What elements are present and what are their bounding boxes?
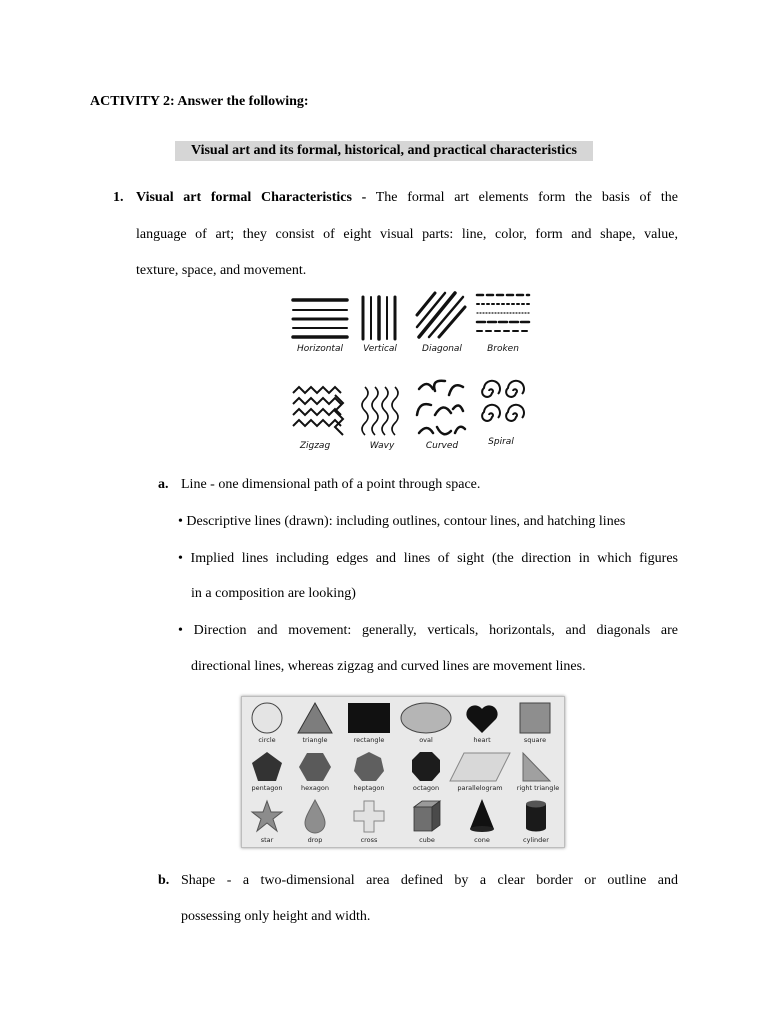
bullet-direction-movement: [178, 622, 678, 640]
item-label-a: a.: [158, 477, 169, 492]
drop-icon: [305, 800, 325, 833]
wavy-lines-icon: [362, 387, 398, 435]
bullet-text: Implied lines including edges and lines of sight (the direction in which figures: [190, 551, 678, 566]
bullet-text: Direction and movement: generally, verticals, horizontals, and diagonals are: [193, 623, 678, 638]
bullet-implied-lines-cont: in a composition are looking): [191, 586, 356, 601]
line-definition: Line - one dimensional path of a point through space.: [181, 477, 481, 492]
shape-label-cube: cube: [419, 836, 435, 844]
spiral-lines-icon: [482, 381, 524, 421]
shape-label-square: square: [523, 736, 547, 744]
shape-definition-line1: Shape - a two-dimensional area defined by a clear border or outline and: [181, 873, 678, 888]
item-label-b: b.: [158, 873, 170, 888]
shapes-figure: [241, 696, 565, 848]
heart-icon: [466, 705, 497, 733]
shape-label-heart: heart: [473, 736, 491, 744]
section-subtitle: [175, 141, 593, 161]
line-type-vertical: Vertical: [363, 344, 397, 354]
shape-label-heptagon: heptagon: [353, 784, 385, 792]
line-type-spiral: Spiral: [488, 437, 514, 447]
shape-label-pentagon: pentagon: [251, 784, 283, 792]
horizontal-lines-icon: [293, 300, 347, 337]
shape-label-star: star: [260, 836, 274, 844]
cube-icon: [414, 801, 440, 831]
cross-icon: [354, 801, 384, 832]
cone-icon: [470, 799, 494, 832]
line-type-curved: Curved: [425, 441, 459, 451]
section-subtitle-text: Visual art and its formal, historical, and practical characteristics: [191, 143, 577, 158]
line-type-wavy: Wavy: [369, 441, 395, 451]
shape-label-octagon: octagon: [412, 784, 440, 792]
oval-icon: [401, 703, 451, 733]
shape-definition-line2: possessing only height and width.: [181, 909, 371, 924]
curved-lines-icon: [417, 381, 465, 434]
item1-line2: language of art; they consist of eight visual parts: line, color, form and shape, value,: [136, 227, 678, 242]
bullet-direction-movement-cont: directional lines, whereas zigzag and curved lines are movement lines.: [191, 659, 586, 674]
shape-label-triangle: triangle: [302, 736, 328, 744]
shape-label-cone: cone: [474, 836, 490, 844]
star-icon: [252, 801, 282, 831]
octagon-icon: [412, 752, 440, 781]
circle-icon: [252, 703, 282, 733]
shape-label-parallelogram: parallelogram: [457, 784, 503, 792]
shape-label-oval: oval: [419, 736, 433, 744]
broken-lines-icon: [477, 295, 529, 331]
item1-line3: texture, space, and movement.: [136, 263, 307, 278]
square-icon: [520, 703, 550, 733]
shape-label-cylinder: cylinder: [523, 836, 549, 844]
hexagon-icon: [299, 753, 331, 781]
activity-heading: ACTIVITY 2: Answer the following:: [90, 94, 309, 109]
line-type-horizontal: Horizontal: [297, 344, 343, 354]
triangle-icon: [298, 703, 332, 733]
bullet-symbol: •: [178, 623, 183, 638]
shape-label-drop: drop: [307, 836, 323, 844]
vertical-lines-icon: [363, 297, 395, 339]
line-type-diagonal: Diagonal: [422, 344, 462, 354]
parallelogram-icon: [450, 753, 510, 781]
shape-label-right-triangle: right triangle: [516, 784, 560, 792]
cylinder-icon: [526, 801, 546, 832]
bullet-symbol: •: [178, 514, 183, 529]
shape-label-cross: cross: [360, 836, 378, 844]
item-number-1: 1.: [113, 190, 124, 205]
right-triangle-icon: [523, 753, 550, 781]
bullet-implied-lines: [178, 550, 678, 568]
bullet-symbol: •: [178, 551, 183, 566]
shape-label-hexagon: hexagon: [300, 784, 330, 792]
item1-title: Visual art formal Characteristics -: [136, 190, 367, 205]
item1-line1: [136, 189, 678, 207]
pentagon-icon: [252, 752, 282, 781]
line-type-zigzag: Zigzag: [299, 441, 331, 451]
shape-label-circle: circle: [258, 736, 276, 744]
shapes-figure-svg: [242, 697, 564, 847]
rectangle-icon: [348, 703, 390, 733]
shape-label-rectangle: rectangle: [353, 736, 385, 744]
line-types-figure: [285, 285, 533, 457]
diagonal-lines-icon: [417, 293, 465, 337]
bullet-text: Descriptive lines (drawn): including outlines, contour lines, and hatching lines: [186, 514, 626, 529]
line-type-broken: Broken: [487, 344, 519, 354]
heptagon-icon: [354, 752, 384, 781]
zigzag-lines-icon: [293, 387, 343, 435]
item1-line1-rest: The formal art elements form the basis of the: [366, 190, 678, 205]
bullet-descriptive-lines: [178, 513, 625, 531]
